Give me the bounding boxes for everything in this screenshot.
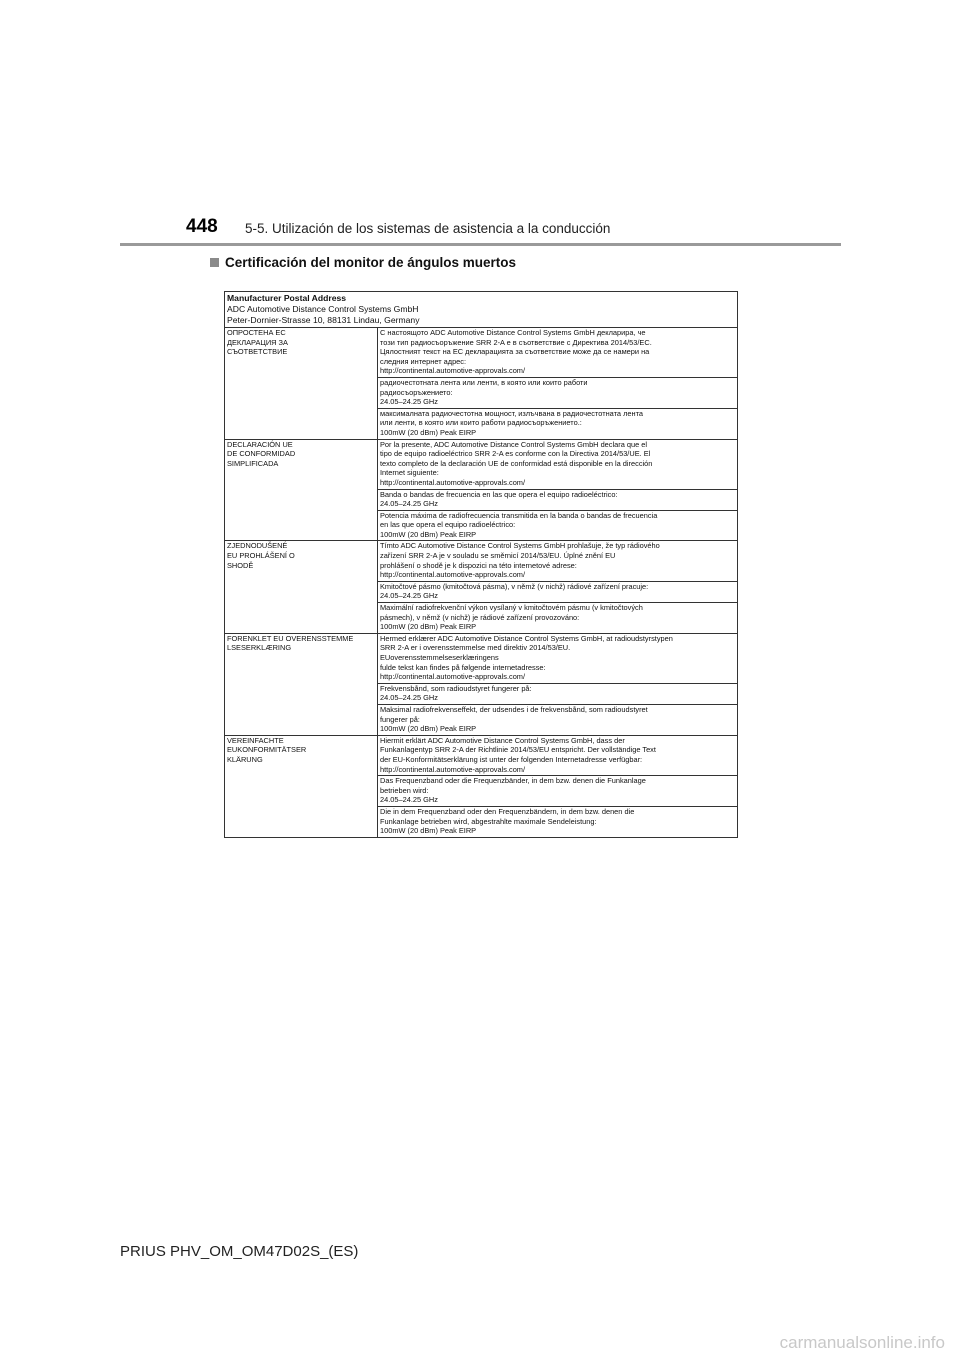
heading-text: Certificación del monitor de ángulos muertos [225,255,517,270]
declaration-text-line: Maksimal radiofrekvenseffekt, der udsendes i de frekvensbånd, som radioudstyret [380,704,648,714]
page-number: 448 [186,216,218,237]
declaration-text-line: 24.05–24.25 GHz [380,795,438,805]
declaration-label-cell [225,633,378,735]
declaration-text-cell [378,439,738,489]
declaration-text-cell [378,541,738,581]
declaration-label-cell [225,735,378,837]
declaration-text-cell [378,683,738,704]
declaration-row [225,735,738,775]
declaration-text-cell [378,510,738,541]
declaration-text-line: Maximální radiofrekvenční výkon vysílaný v kmitočtovém pásmu (v kmitočtových [380,603,643,613]
address-cell [225,292,738,328]
declaration-text-cell [378,633,738,683]
declaration-text-line: betrieben wird: [380,785,429,795]
address-title: Manufacturer Postal Address [227,293,347,303]
declaration-text-line: pásmech), v němž (v nichž) je rádiové zařízení provozováno: [380,612,580,622]
declaration-text-line: fulde tekst kan findes på følgende internetadresse: [380,662,546,672]
declaration-text-cell [378,776,738,807]
declaration-text-line: Hermed erklærer ADC Automotive Distance Control Systems GmbH, at radioudstyrstypen [380,633,673,643]
declaration-row [225,541,738,581]
square-bullet-icon [210,258,219,267]
declaration-text-line: Por la presente, ADC Automotive Distance Control Systems GmbH declara que el [380,439,648,449]
declaration-text-line: texto completo de la declaración UE de conformidad está disponible en la dirección [380,458,653,468]
declaration-label-line: SHODĚ [227,560,254,570]
declaration-text-line: fungerer på: [380,714,420,724]
declaration-text-line: tipo de equipo radioeléctrico SRR 2-A es conforme con la Directiva 2014/53/UE. El [380,449,651,459]
declaration-text-line: Funkanlage betrieben wird, abgestrahlte maximale Sendeleistung: [380,816,597,826]
declaration-text-cell [378,581,738,602]
declaration-text-line: Kmitočtové pásmo (kmitočtová pásma), v němž (v nichž) rádiové zařízení pracuje: [380,581,649,591]
declaration-row [225,439,738,489]
declaration-text-line: Frekvensbånd, som radioudstyret fungerer på: [380,683,532,693]
declaration-text-line: 100mW (20 dBm) Peak EIRP [380,529,477,539]
declaration-label-line: KLÄRUNG [227,754,263,764]
declaration-text-line: Funkanlagentyp SRR 2-A der Richtlinie 2014/53/EU entspricht. Der vollständige Text [380,745,656,755]
declaration-label-line: ДЕКЛАРАЦИЯ ЗА [227,337,288,347]
declaration-text-line: SRR 2-A er i overensstemmelse med direktiv 2014/53/EU. [380,643,571,653]
declaration-text-line: радиочестотната лента или ленти, в която или които работи [380,377,588,387]
declaration-text-line: Das Frequenzband oder die Frequenzbänder, in dem bzw. denen die Funkanlage [380,776,646,786]
declaration-text-line: радиосъоръжението: [380,387,453,397]
declaration-text-line: http://continental.automotive-approvals.com/ [380,570,526,580]
document-footer: PRIUS PHV_OM_OM47D02S_(ES) [120,1243,359,1260]
declaration-text-line: 100mW (20 dBm) Peak EIRP [380,622,477,632]
declaration-text-line: Tímto ADC Automotive Distance Control Systems GmbH prohlašuje, že typ rádiového [380,541,660,551]
declaration-label-line: EU PROHLÁŠENÍ O [227,551,295,561]
declaration-text-line: http://continental.automotive-approvals.com/ [380,764,526,774]
certification-table [224,291,738,838]
declaration-text-line: zařízení SRR 2-A je v souladu se směrnicí 2014/53/EU. Úplné znění EU [380,551,616,561]
declaration-text-line: http://continental.automotive-approvals.com/ [380,366,526,376]
declaration-label-line: ОПРОСТЕНА ЕС [227,328,286,337]
address-row [225,292,738,328]
declaration-text-line: 24.05–24.25 GHz [380,591,438,601]
declaration-text-line: следния интернет адрес: [380,356,467,366]
declaration-text-line: Internet siguiente: [380,468,439,478]
declaration-label-line: LSESERKLÆRING [227,643,292,653]
header-divider [120,243,841,246]
declaration-label-line: EUKONFORMITÄTSER [227,745,307,755]
declaration-text-cell [378,603,738,634]
declaration-text-line: С настоящото ADC Automotive Distance Control Systems GmbH декларира, че [380,328,646,337]
declaration-text-line: Potencia máxima de radiofrecuencia transmitida en la banda o bandas de frecuencia [380,510,658,520]
declaration-row [225,633,738,683]
declaration-text-line: максималната радиочестотна мощност, излъчвана в радиочестотната лента [380,408,644,418]
declaration-text-cell [378,377,738,408]
declaration-text-line: този тип радиосъоръжение SRR 2-A е в съответствие с Директива 2014/53/ЕС. [380,337,652,347]
certification-heading [210,255,516,270]
declaration-label-cell [225,439,378,541]
declaration-label-line: ZJEDNODUŠENÉ [227,541,288,551]
declaration-row [225,328,738,378]
declaration-text-line: Цялостният текст на ЕС декларацията за съответствие може да се намери на [380,347,650,357]
declaration-label-line: SIMPLIFICADA [227,458,279,468]
watermark: carmanualsonline.info [779,1333,945,1352]
declaration-text-line: Hiermit erklärt ADC Automotive Distance Control Systems GmbH, dass der [380,735,625,745]
declaration-text-line: Banda o bandas de frecuencia en las que opera el equipo radioeléctrico: [380,489,618,499]
declaration-label-line: СЪОТВЕТСТВИЕ [227,347,288,357]
section-title: 5-5. Utilización de los sistemas de asistencia a la conducción [245,221,611,236]
declaration-text-line: 100mW (20 dBm) Peak EIRP [380,826,477,836]
address-company: ADC Automotive Distance Control Systems GmbH [227,304,419,314]
declaration-text-line: 100mW (20 dBm) Peak EIRP [380,427,477,437]
declaration-text-line: 24.05–24.25 GHz [380,397,438,407]
declaration-text-cell [378,489,738,510]
declaration-text-line: Die in dem Frequenzband oder den Frequenzbändern, in dem bzw. denen die [380,806,635,816]
declaration-text-line: prohlášení o shodě je k dispozici na této internetové adrese: [380,560,577,570]
declaration-label-line: FORENKLET EU OVERENSSTEMME [227,633,354,643]
declaration-text-line: или ленти, в която или които работи радиосъоръжението.: [380,418,582,428]
declaration-label-line: DECLARACIÓN UE [227,439,293,449]
declaration-label-line: DE CONFORMIDAD [227,449,296,459]
declaration-text-line: http://continental.automotive-approvals.com/ [380,672,526,682]
declaration-text-line: EUoverensstemmelseserklæringens [380,653,499,662]
declaration-text-line: 100mW (20 dBm) Peak EIRP [380,724,477,734]
declaration-label-cell [225,328,378,440]
declaration-text-cell [378,408,738,439]
declaration-text-line: 24.05–24.25 GHz [380,499,438,509]
declaration-text-cell [378,704,738,735]
declaration-text-line: 24.05–24.25 GHz [380,693,438,703]
declaration-text-line: der EU-Konformitätserklärung ist unter der folgenden Internetadresse verfügbar: [380,754,643,764]
declaration-text-cell [378,735,738,775]
declaration-text-cell [378,806,738,837]
declaration-text-cell [378,328,738,378]
declaration-label-cell [225,541,378,633]
declaration-text-line: http://continental.automotive-approvals.com/ [380,477,526,487]
address-street: Peter-Dornier-Strasse 10, 88131 Lindau, Germany [227,315,420,325]
declaration-text-line: en las que opera el equipo radioeléctrico: [380,520,516,530]
declaration-label-line: VEREINFACHTE [227,735,284,745]
